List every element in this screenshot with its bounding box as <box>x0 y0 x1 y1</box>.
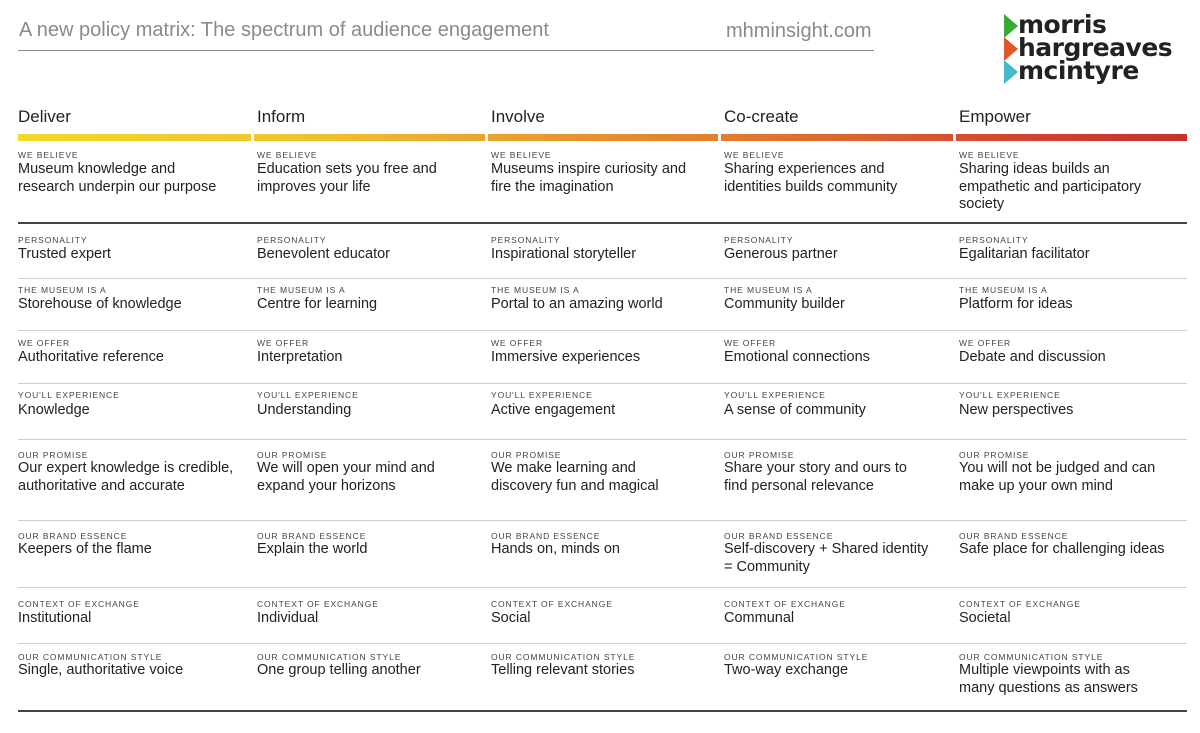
cell-context-involve: Social <box>491 610 531 626</box>
cell-experience-inform: Understanding <box>257 402 352 418</box>
cell-museum-is-co-create: Community builder <box>724 296 845 312</box>
cell-promise-co-create: Share your story and ours to find personal relevance <box>724 460 907 494</box>
row-label-context-of-exchange: CONTEXT OF EXCHANGE <box>724 599 846 609</box>
cell-context-inform: Individual <box>257 610 319 626</box>
row-label-our-promise: OUR PROMISE <box>257 450 328 460</box>
row-label-personality: PERSONALITY <box>491 235 561 245</box>
cell-museum-is-inform: Centre for learning <box>257 296 378 312</box>
row-divider <box>18 278 1187 279</box>
cell-personality-inform: Benevolent educator <box>257 246 391 262</box>
row-divider <box>18 330 1187 331</box>
table-bottom-border <box>18 710 1187 712</box>
cell-context-deliver: Institutional <box>18 610 92 626</box>
spectrum-divider <box>953 134 956 141</box>
cell-we-believe-co-create: Sharing experiences and identities builds community <box>724 161 898 195</box>
row-label-personality: PERSONALITY <box>959 235 1029 245</box>
cell-brand-essence-deliver: Keepers of the flame <box>18 541 152 557</box>
cell-personality-involve: Inspirational storyteller <box>491 246 637 262</box>
row-label-context-of-exchange: CONTEXT OF EXCHANGE <box>959 599 1081 609</box>
cell-experience-involve: Active engagement <box>491 402 616 418</box>
row-label-we-offer: WE OFFER <box>959 338 1012 348</box>
row-label-the-museum-is-a: THE MUSEUM IS A <box>18 285 107 295</box>
row-label-personality: PERSONALITY <box>257 235 327 245</box>
cell-brand-essence-co-create: Self-discovery + Shared identity = Community <box>724 541 929 575</box>
row-label-youll-experience: YOU'LL EXPERIENCE <box>959 390 1061 400</box>
engagement-spectrum-bar <box>18 134 1187 141</box>
row-label-we-believe: WE BELIEVE <box>959 150 1020 160</box>
header-divider <box>18 50 874 51</box>
row-label-our-promise: OUR PROMISE <box>18 450 89 460</box>
row-label-personality: PERSONALITY <box>724 235 794 245</box>
row-label-youll-experience: YOU'LL EXPERIENCE <box>724 390 826 400</box>
cell-we-offer-empower: Debate and discussion <box>959 349 1106 365</box>
page-title: A new policy matrix: The spectrum of audience engagement <box>19 19 549 41</box>
row-label-we-offer: WE OFFER <box>491 338 544 348</box>
row-label-youll-experience: YOU'LL EXPERIENCE <box>18 390 120 400</box>
column-heading-involve: Involve <box>491 107 545 126</box>
row-label-we-offer: WE OFFER <box>257 338 310 348</box>
row-divider-strong <box>18 222 1187 224</box>
row-label-we-offer: WE OFFER <box>724 338 777 348</box>
row-label-our-brand-essence: OUR BRAND ESSENCE <box>18 531 128 541</box>
row-divider <box>18 520 1187 521</box>
logo-word-2: hargreaves <box>1018 33 1173 62</box>
row-divider <box>18 383 1187 384</box>
cell-brand-essence-empower: Safe place for challenging ideas <box>959 541 1165 557</box>
row-label-we-believe: WE BELIEVE <box>257 150 318 160</box>
row-label-we-offer: WE OFFER <box>18 338 71 348</box>
row-label-personality: PERSONALITY <box>18 235 88 245</box>
row-divider <box>18 587 1187 588</box>
row-label-we-believe: WE BELIEVE <box>724 150 785 160</box>
row-divider <box>18 439 1187 440</box>
cell-museum-is-deliver: Storehouse of knowledge <box>18 296 182 312</box>
row-label-youll-experience: YOU'LL EXPERIENCE <box>257 390 359 400</box>
cell-we-believe-empower: Sharing ideas builds an empathetic and participatory society <box>959 161 1142 212</box>
cell-communication-empower: Multiple viewpoints with as many questions as answers <box>959 662 1138 696</box>
row-label-our-communication-style: OUR COMMUNICATION STYLE <box>959 652 1104 662</box>
row-label-context-of-exchange: CONTEXT OF EXCHANGE <box>257 599 379 609</box>
cell-promise-deliver: Our expert knowledge is credible, authoritative and accurate <box>18 460 234 494</box>
cell-we-offer-involve: Immersive experiences <box>491 349 641 365</box>
row-label-our-brand-essence: OUR BRAND ESSENCE <box>257 531 367 541</box>
logo-word-1: morris <box>1018 10 1107 39</box>
row-label-our-brand-essence: OUR BRAND ESSENCE <box>724 531 834 541</box>
cell-museum-is-involve: Portal to an amazing world <box>491 296 663 312</box>
row-label-our-communication-style: OUR COMMUNICATION STYLE <box>257 652 402 662</box>
row-label-the-museum-is-a: THE MUSEUM IS A <box>724 285 813 295</box>
cell-we-offer-inform: Interpretation <box>257 349 343 365</box>
row-label-the-museum-is-a: THE MUSEUM IS A <box>959 285 1048 295</box>
cell-brand-essence-involve: Hands on, minds on <box>491 541 620 557</box>
spectrum-divider <box>718 134 721 141</box>
row-label-the-museum-is-a: THE MUSEUM IS A <box>491 285 580 295</box>
row-label-our-brand-essence: OUR BRAND ESSENCE <box>959 531 1069 541</box>
cell-promise-involve: We make learning and discovery fun and magical <box>491 460 659 494</box>
cell-experience-deliver: Knowledge <box>18 402 90 418</box>
row-divider <box>18 643 1187 644</box>
column-heading-empower: Empower <box>959 107 1031 126</box>
row-label-context-of-exchange: CONTEXT OF EXCHANGE <box>18 599 140 609</box>
row-label-the-museum-is-a: THE MUSEUM IS A <box>257 285 346 295</box>
row-label-we-believe: WE BELIEVE <box>18 150 79 160</box>
brand-logo <box>1004 10 1194 86</box>
row-label-our-communication-style: OUR COMMUNICATION STYLE <box>18 652 163 662</box>
cell-communication-involve: Telling relevant stories <box>491 662 635 678</box>
row-label-our-brand-essence: OUR BRAND ESSENCE <box>491 531 601 541</box>
row-label-we-believe: WE BELIEVE <box>491 150 552 160</box>
cell-experience-co-create: A sense of community <box>724 402 866 418</box>
row-label-context-of-exchange: CONTEXT OF EXCHANGE <box>491 599 613 609</box>
row-label-our-communication-style: OUR COMMUNICATION STYLE <box>491 652 636 662</box>
cell-personality-co-create: Generous partner <box>724 246 838 262</box>
cell-we-believe-deliver: Museum knowledge and research underpin our purpose <box>18 161 217 195</box>
row-label-our-promise: OUR PROMISE <box>959 450 1030 460</box>
cell-we-offer-co-create: Emotional connections <box>724 349 870 365</box>
cell-personality-deliver: Trusted expert <box>18 246 111 262</box>
cell-communication-co-create: Two-way exchange <box>724 662 849 678</box>
spectrum-divider <box>251 134 254 141</box>
cell-we-believe-involve: Museums inspire curiosity and fire the imagination <box>491 161 687 195</box>
logo-word-3: mcintyre <box>1018 56 1139 85</box>
cell-brand-essence-inform: Explain the world <box>257 541 368 557</box>
column-heading-inform: Inform <box>257 107 306 126</box>
cell-we-offer-deliver: Authoritative reference <box>18 349 164 365</box>
logo-arrow-orange-icon <box>1004 37 1018 61</box>
site-link[interactable]: mhminsight.com <box>726 20 872 42</box>
cell-experience-empower: New perspectives <box>959 402 1074 418</box>
spectrum-divider <box>485 134 488 141</box>
row-label-our-promise: OUR PROMISE <box>491 450 562 460</box>
cell-museum-is-empower: Platform for ideas <box>959 296 1073 312</box>
logo-arrow-green-icon <box>1004 14 1018 38</box>
cell-context-empower: Societal <box>959 610 1011 626</box>
cell-promise-inform: We will open your mind and expand your horizons <box>257 460 435 494</box>
cell-context-co-create: Communal <box>724 610 795 626</box>
column-heading-co-create: Co-create <box>724 107 799 126</box>
column-heading-deliver: Deliver <box>18 107 71 126</box>
logo-arrow-teal-icon <box>1004 60 1018 84</box>
cell-we-believe-inform: Education sets you free and improves your life <box>257 161 437 195</box>
row-label-our-communication-style: OUR COMMUNICATION STYLE <box>724 652 869 662</box>
cell-communication-inform: One group telling another <box>257 662 421 678</box>
row-label-our-promise: OUR PROMISE <box>724 450 795 460</box>
row-label-youll-experience: YOU'LL EXPERIENCE <box>491 390 593 400</box>
cell-promise-empower: You will not be judged and can make up your own mind <box>959 460 1156 494</box>
cell-personality-empower: Egalitarian facilitator <box>959 246 1090 262</box>
cell-communication-deliver: Single, authoritative voice <box>18 662 184 678</box>
